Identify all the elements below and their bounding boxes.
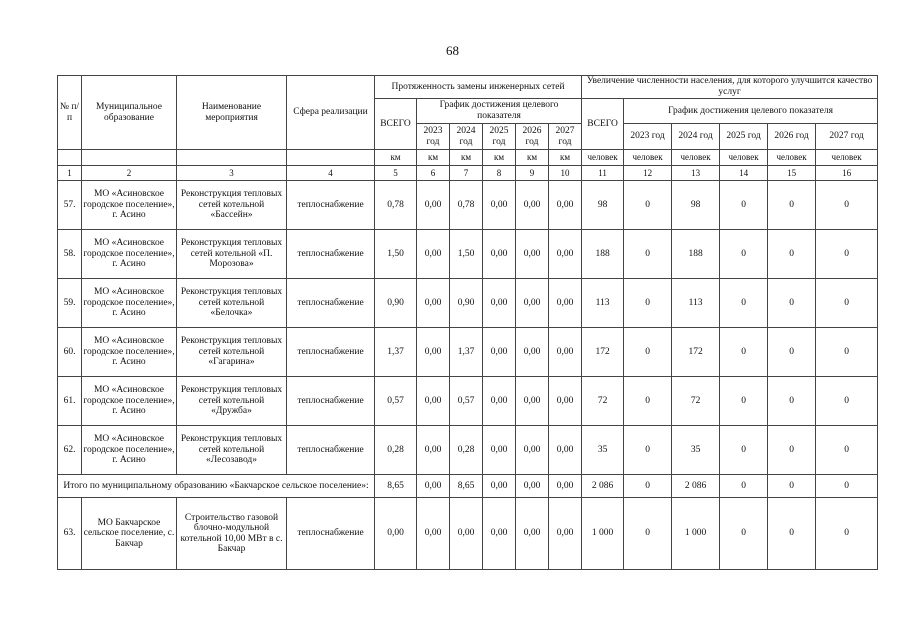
row-value: 0,00 <box>417 279 450 328</box>
unit-km: км <box>450 150 483 166</box>
row-value: 0,00 <box>516 377 549 426</box>
row-mo: МО «Асиновское городское поселение», г. Асино <box>82 377 177 426</box>
row-value: 0 <box>768 279 816 328</box>
row-value: 72 <box>672 377 720 426</box>
row-value: 0 <box>720 328 768 377</box>
column-number: 7 <box>450 166 483 181</box>
row-value: 35 <box>672 426 720 475</box>
row-value: 0,00 <box>516 426 549 475</box>
row-value: 1 000 <box>582 498 624 570</box>
row-value: 0 <box>816 426 878 475</box>
row-value: 0 <box>624 279 672 328</box>
column-number: 12 <box>624 166 672 181</box>
row-value: 1,50 <box>450 230 483 279</box>
row-value: 0,00 <box>417 230 450 279</box>
header-year: 2026 год <box>768 124 816 150</box>
row-value: 0 <box>768 181 816 230</box>
row-value: 1,37 <box>375 328 417 377</box>
row-number: 57. <box>58 181 82 230</box>
row-value: 0,00 <box>417 377 450 426</box>
row-value: 0,90 <box>375 279 417 328</box>
unit-empty <box>177 150 287 166</box>
header-total-length: ВСЕГО <box>375 99 417 150</box>
row-value: 188 <box>672 230 720 279</box>
row-value: 0,00 <box>450 498 483 570</box>
row-value: 0,57 <box>450 377 483 426</box>
row-value: 0,00 <box>417 498 450 570</box>
header-schedule-population: График достижения целевого показателя <box>624 99 878 124</box>
header-mo: Муниципальное образование <box>82 76 177 150</box>
page-number: 68 <box>446 43 459 58</box>
total-value: 0,00 <box>483 475 516 498</box>
row-value: 0 <box>768 498 816 570</box>
row-value: 0,78 <box>450 181 483 230</box>
total-value: 0 <box>768 475 816 498</box>
row-mo: МО Бакчарское сельское поселение, с. Бакчар <box>82 498 177 570</box>
total-value: 0,00 <box>417 475 450 498</box>
row-value: 0,28 <box>375 426 417 475</box>
row-value: 188 <box>582 230 624 279</box>
header-year: 2025 год <box>720 124 768 150</box>
row-value: 98 <box>672 181 720 230</box>
row-action: Реконструкция тепловых сетей котельной «Дружба» <box>177 377 287 426</box>
row-value: 0,00 <box>549 230 582 279</box>
unit-people: человек <box>582 150 624 166</box>
row-mo: МО «Асиновское городское поселение», г. Асино <box>82 181 177 230</box>
unit-km: км <box>516 150 549 166</box>
unit-km: км <box>375 150 417 166</box>
unit-people: человек <box>624 150 672 166</box>
row-value: 72 <box>582 377 624 426</box>
row-value: 172 <box>582 328 624 377</box>
header-year: 2026 год <box>516 124 549 150</box>
column-number: 9 <box>516 166 549 181</box>
row-sphere: теплоснабжение <box>287 328 375 377</box>
header-schedule-length: График достижения целевого показателя <box>417 99 582 124</box>
unit-people: человек <box>672 150 720 166</box>
row-value: 0,00 <box>483 498 516 570</box>
unit-empty <box>58 150 82 166</box>
row-value: 0,00 <box>483 377 516 426</box>
row-value: 0,00 <box>417 426 450 475</box>
column-number: 13 <box>672 166 720 181</box>
header-year: 2023 год <box>417 124 450 150</box>
header-year: 2024 год <box>672 124 720 150</box>
header-sphere: Сфера реализации <box>287 76 375 150</box>
row-value: 0,00 <box>483 181 516 230</box>
row-value: 0 <box>816 328 878 377</box>
row-mo: МО «Асиновское городское поселение», г. Асино <box>82 426 177 475</box>
data-table <box>57 75 878 570</box>
table-row <box>58 426 878 475</box>
row-value: 172 <box>672 328 720 377</box>
row-action: Реконструкция тепловых сетей котельной «Лесозавод» <box>177 426 287 475</box>
table-row <box>58 377 878 426</box>
row-value: 0 <box>816 230 878 279</box>
row-value: 0,00 <box>516 328 549 377</box>
total-value: 0 <box>624 475 672 498</box>
row-value: 0 <box>768 230 816 279</box>
column-number: 11 <box>582 166 624 181</box>
row-mo: МО «Асиновское городское поселение», г. Асино <box>82 230 177 279</box>
unit-km: км <box>549 150 582 166</box>
row-value: 0 <box>768 377 816 426</box>
row-value: 0 <box>720 426 768 475</box>
row-value: 0,00 <box>417 181 450 230</box>
row-value: 1,50 <box>375 230 417 279</box>
row-value: 1,37 <box>450 328 483 377</box>
row-value: 0 <box>816 498 878 570</box>
header-action: Наименование мероприятия <box>177 76 287 150</box>
row-value: 113 <box>672 279 720 328</box>
row-value: 0,00 <box>516 279 549 328</box>
row-value: 98 <box>582 181 624 230</box>
header-year: 2024 год <box>450 124 483 150</box>
table-row <box>58 279 878 328</box>
unit-people: человек <box>720 150 768 166</box>
header-year: 2023 год <box>624 124 672 150</box>
total-value: 0,00 <box>549 475 582 498</box>
row-action: Реконструкция тепловых сетей котельной «Бассейн» <box>177 181 287 230</box>
row-value: 113 <box>582 279 624 328</box>
row-value: 0,00 <box>549 377 582 426</box>
column-number: 3 <box>177 166 287 181</box>
column-number: 14 <box>720 166 768 181</box>
row-action: Реконструкция тепловых сетей котельной «П. Морозова» <box>177 230 287 279</box>
row-number: 59. <box>58 279 82 328</box>
header-year: 2025 год <box>483 124 516 150</box>
row-value: 0,00 <box>549 279 582 328</box>
total-value: 0 <box>816 475 878 498</box>
row-value: 0 <box>624 426 672 475</box>
row-sphere: теплоснабжение <box>287 279 375 328</box>
row-value: 0,00 <box>516 181 549 230</box>
total-value: 2 086 <box>582 475 624 498</box>
row-number: 60. <box>58 328 82 377</box>
row-value: 0,00 <box>549 498 582 570</box>
column-number: 10 <box>549 166 582 181</box>
row-value: 0 <box>624 328 672 377</box>
table-row <box>58 498 878 570</box>
header-total-population: ВСЕГО <box>582 99 624 150</box>
row-value: 0 <box>624 230 672 279</box>
unit-empty <box>82 150 177 166</box>
total-value: 0 <box>720 475 768 498</box>
row-value: 0 <box>624 377 672 426</box>
column-number: 8 <box>483 166 516 181</box>
row-action: Строительство газовой блочно-модульной котельной 10,00 МВт в с. Бакчар <box>177 498 287 570</box>
unit-people: человек <box>768 150 816 166</box>
column-number: 6 <box>417 166 450 181</box>
row-value: 0 <box>768 426 816 475</box>
row-sphere: теплоснабжение <box>287 377 375 426</box>
row-value: 0,00 <box>483 426 516 475</box>
row-value: 0,00 <box>549 426 582 475</box>
row-value: 0 <box>720 230 768 279</box>
row-mo: МО «Асиновское городское поселение», г. Асино <box>82 279 177 328</box>
row-value: 0,90 <box>450 279 483 328</box>
unit-km: км <box>417 150 450 166</box>
total-label: Итого по муниципальному образованию «Бакчарское сельское поселение»: <box>58 475 375 498</box>
row-value: 0 <box>720 377 768 426</box>
row-mo: МО «Асиновское городское поселение», г. Асино <box>82 328 177 377</box>
row-value: 0 <box>816 181 878 230</box>
row-number: 61. <box>58 377 82 426</box>
header-group-length: Протяженность замены инженерных сетей <box>375 76 582 99</box>
column-number: 2 <box>82 166 177 181</box>
total-value: 0,00 <box>516 475 549 498</box>
row-value: 0 <box>816 279 878 328</box>
row-action: Реконструкция тепловых сетей котельной «Гагарина» <box>177 328 287 377</box>
row-value: 0 <box>624 498 672 570</box>
row-value: 0,57 <box>375 377 417 426</box>
row-value: 0,00 <box>516 498 549 570</box>
row-value: 0,00 <box>417 328 450 377</box>
row-sphere: теплоснабжение <box>287 181 375 230</box>
row-value: 35 <box>582 426 624 475</box>
column-number: 4 <box>287 166 375 181</box>
row-value: 0 <box>720 498 768 570</box>
row-value: 0,00 <box>483 279 516 328</box>
row-value: 0 <box>624 181 672 230</box>
unit-km: км <box>483 150 516 166</box>
row-value: 0,28 <box>450 426 483 475</box>
row-value: 0 <box>816 377 878 426</box>
row-number: 62. <box>58 426 82 475</box>
row-sphere: теплоснабжение <box>287 426 375 475</box>
unit-empty <box>287 150 375 166</box>
row-value: 0 <box>720 279 768 328</box>
row-sphere: теплоснабжение <box>287 498 375 570</box>
header-group-population: Увеличение численности населения, для которого улучшится качество услуг <box>582 76 878 99</box>
row-value: 0 <box>720 181 768 230</box>
row-number: 58. <box>58 230 82 279</box>
row-action: Реконструкция тепловых сетей котельной «Белочка» <box>177 279 287 328</box>
row-value: 0 <box>768 328 816 377</box>
row-sphere: теплоснабжение <box>287 230 375 279</box>
column-number: 15 <box>768 166 816 181</box>
table-row <box>58 230 878 279</box>
row-value: 1 000 <box>672 498 720 570</box>
row-value: 0,00 <box>549 328 582 377</box>
table-row <box>58 181 878 230</box>
row-value: 0,78 <box>375 181 417 230</box>
column-number: 5 <box>375 166 417 181</box>
total-value: 8,65 <box>375 475 417 498</box>
total-value: 2 086 <box>672 475 720 498</box>
row-value: 0,00 <box>483 328 516 377</box>
column-number: 1 <box>58 166 82 181</box>
header-year: 2027 год <box>816 124 878 150</box>
row-value: 0,00 <box>516 230 549 279</box>
header-num: № п/п <box>58 76 82 150</box>
row-value: 0,00 <box>375 498 417 570</box>
row-number: 63. <box>58 498 82 570</box>
unit-people: человек <box>816 150 878 166</box>
column-number: 16 <box>816 166 878 181</box>
row-value: 0,00 <box>549 181 582 230</box>
table-row <box>58 328 878 377</box>
total-value: 8,65 <box>450 475 483 498</box>
row-value: 0,00 <box>483 230 516 279</box>
header-year: 2027 год <box>549 124 582 150</box>
